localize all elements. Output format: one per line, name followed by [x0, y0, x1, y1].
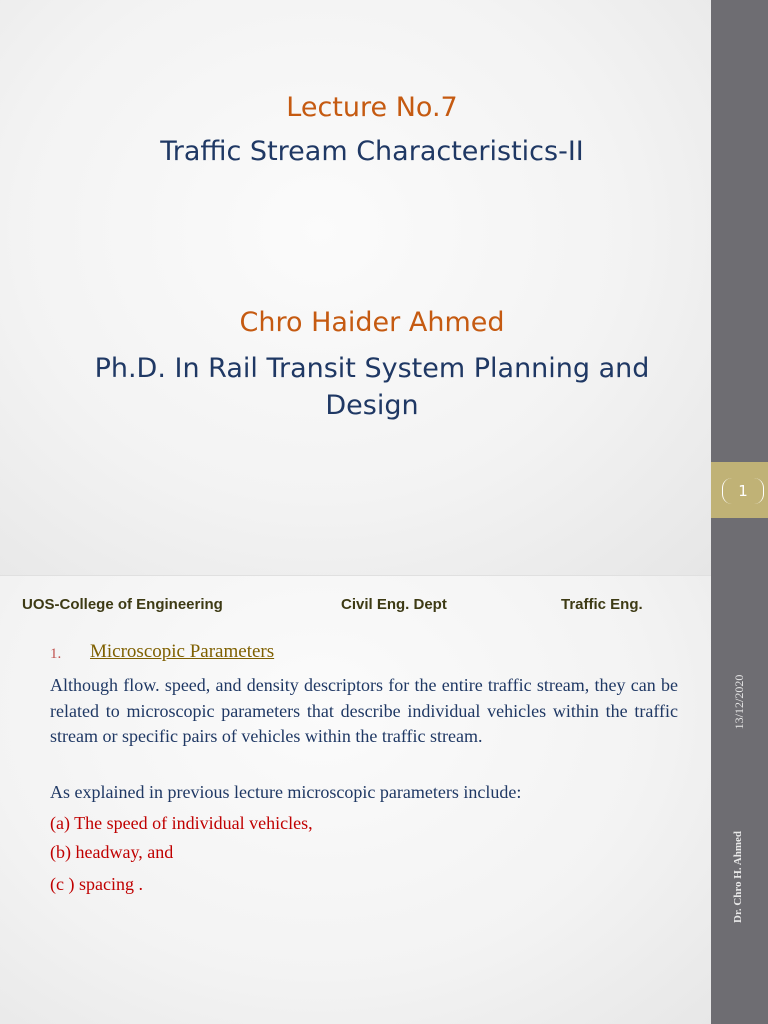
- section-number: 1.: [50, 646, 62, 662]
- page-number: 1: [722, 478, 764, 504]
- list-intro: As explained in previous lecture microscopic parameters include:: [50, 782, 522, 802]
- list-item: (c ) spacing .: [50, 874, 143, 894]
- lecture-subtitle: Traffic Stream Characteristics-II: [160, 136, 584, 167]
- list-item: (a) The speed of individual vehicles,: [50, 813, 313, 833]
- footer-author: Dr. Chro H. Ahmed: [732, 831, 744, 923]
- lecture-title: Lecture No.7: [286, 92, 458, 123]
- header-college: UOS-College of Engineering: [22, 596, 223, 613]
- section-title: Microscopic Parameters: [90, 641, 275, 662]
- header-course: Traffic Eng.: [561, 596, 643, 613]
- slide-date: 13/12/2020: [732, 674, 746, 730]
- body-paragraph: Although flow. speed, and density descriptors for the entire traffic stream, they can be related to microscopic parameters that describe individual vehicles within the traffic stream or specific pairs of vehicles within the traffic stream.: [50, 675, 678, 746]
- slide-divider: [0, 575, 711, 576]
- author-name: Chro Haider Ahmed: [239, 307, 505, 338]
- author-degree: Ph.D. In Rail Transit System Planning and Design: [94, 353, 650, 421]
- list-item: (b) headway, and: [50, 842, 174, 862]
- header-department: Civil Eng. Dept: [341, 596, 447, 613]
